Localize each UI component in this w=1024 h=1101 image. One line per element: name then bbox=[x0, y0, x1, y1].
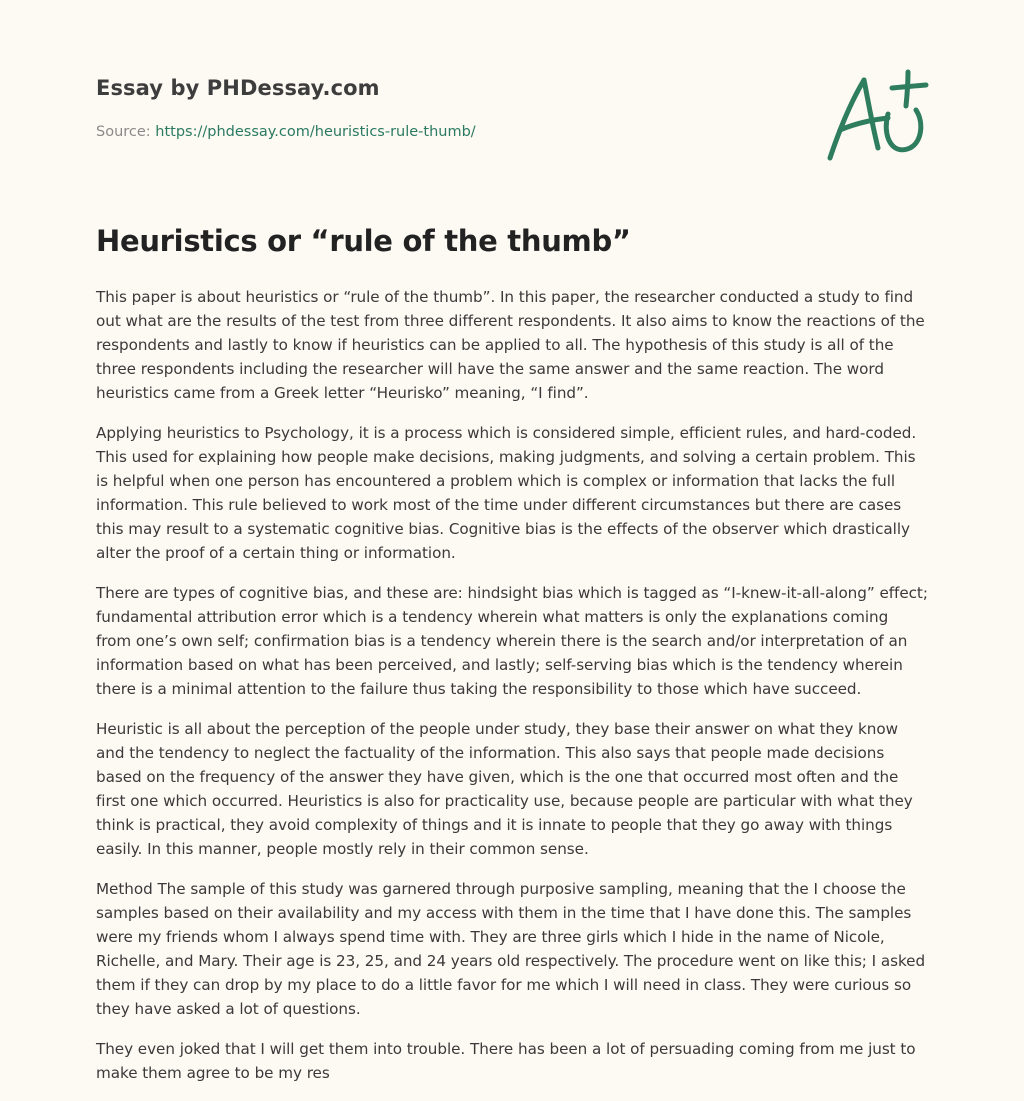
essay-body bbox=[96, 285, 928, 1101]
essay-title: Heuristics or “rule of the thumb” bbox=[96, 224, 631, 258]
brand-title: Essay by PHDessay.com bbox=[96, 76, 380, 100]
paragraph: This paper is about heuristics or “rule of the thumb”. In this paper, the researcher conducted a study to find out what are the results of the test from three different respondents. It also aims to know the reactions of the respondents and lastly to know if heuristics can be applied to all. The hypothesis of this study is all of the three respondents including the researcher will have the same answer and the same reaction. The word heuristics came from a Greek letter “Heurisko” meaning, “I find”. bbox=[96, 288, 925, 402]
paragraph: Heuristic is all about the perception of the people under study, they base their answer on what they know and the tendency to neglect the factuality of the information. This also says that people made decisions based on the frequency of the answer they have given, which is the one that occurred most often and the first one which occurred. Heuristics is also for practicality use, because people are particular with what they think is practical, they avoid complexity of things and it is innate to people that they go away with things easily. In this manner, people mostly rely in their common sense. bbox=[96, 720, 913, 858]
paragraph: Method The sample of this study was garnered through purposive sampling, meaning that the I choose the samples based on their availability and my access with them in the time that I have done this. The samples were my friends whom I always spend time with. They are three girls which I hide in the name of Nicole, Richelle, and Mary. Their age is 23, 25, and 24 years old respectively. The procedure went on like this; I asked them if they can drop by my place to do a little favor for me which I will need in class. They were curious so they have asked a lot of questions. bbox=[96, 880, 926, 1018]
a-plus-logo-icon bbox=[822, 66, 930, 166]
source-label: Source: bbox=[96, 124, 156, 140]
source-link[interactable]: https://phdessay.com/heuristics-rule-thumb/ bbox=[155, 124, 476, 140]
paragraph: They even joked that I will get them into trouble. There has been a lot of persuading coming from me just to make them agree to be my res bbox=[96, 1040, 916, 1082]
paragraph: There are types of cognitive bias, and these are: hindsight bias which is tagged as “I-knew-it-all-along” effect; fundamental attribution error which is a tendency wherein what matters is only the explanations coming from one’s own self; confirmation bias is a tendency wherein there is the search and/or interpretation of an information based on what has been perceived, and lastly; self-serving bias which is the tendency wherein there is a minimal attention to the failure thus taking the responsibility to those which have succeed. bbox=[96, 584, 928, 698]
paragraph: Applying heuristics to Psychology, it is a process which is considered simple, efficient rules, and hard-coded. This used for explaining how people make decisions, making judgments, and solving a certain problem. This is helpful when one person has encountered a problem which is complex or information that lacks the full information. This rule believed to work most of the time under different circumstances but there are cases this may result to a systematic cognitive bias. Cognitive bias is the effects of the observer which drastically alter the proof of a certain thing or information. bbox=[96, 424, 917, 562]
source-line bbox=[96, 124, 476, 140]
